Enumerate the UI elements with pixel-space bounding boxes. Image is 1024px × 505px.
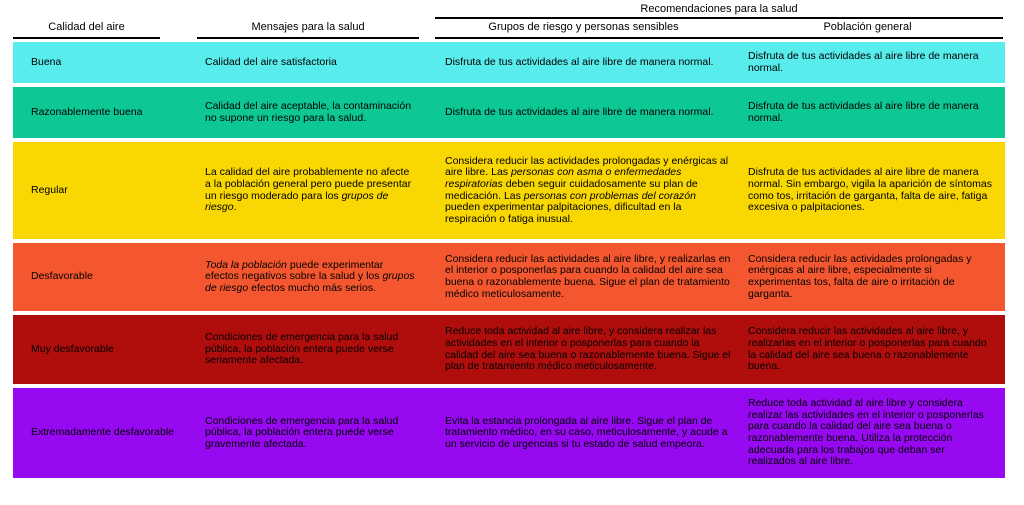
cell-air-quality-level: Muy desfavorable bbox=[31, 342, 114, 355]
header-risk-groups: Grupos de riesgo y personas sensibles bbox=[488, 21, 679, 33]
cell-health-message: Calidad del aire satisfactoria bbox=[205, 55, 337, 68]
cell-general-population-advice: Considera reducir las actividades prolongadas y enérgicas al aire libre, especialmente si experimentas tos, falta de aire o irritación de garganta. bbox=[748, 252, 972, 300]
cell-air-quality-level: Extremadamente desfavorable bbox=[31, 426, 174, 439]
cell-general-population-advice: Reduce toda actividad al aire libre y considera realizar las actividades en el interior o posponerlas para cuando la calidad del aire sea buena o razonablemente buena. Utiliza la protección adecuada para los trabajos que deban ser realizados al aire libre. bbox=[748, 397, 984, 468]
cell-general-population-advice: Disfruta de tus actividades al aire libre de manera normal. Sin embargo, vigila la aparición de síntomas como tos, irritación de garganta, falta de aire, fatiga excesiva o palpitaciones. bbox=[748, 166, 992, 214]
cell-risk-groups-advice: Disfruta de tus actividades al aire libre de manera normal. bbox=[445, 55, 714, 68]
cell-risk-groups-advice: Disfruta de tus actividades al aire libre de manera normal. bbox=[445, 105, 714, 118]
cell-air-quality-level: Razonablemente buena bbox=[31, 105, 143, 118]
header-recommendations-group: Recomendaciones para la salud bbox=[435, 2, 1003, 19]
header-messages: Mensajes para la salud bbox=[197, 20, 419, 39]
cell-air-quality-level: Desfavorable bbox=[31, 270, 93, 283]
table-row bbox=[13, 87, 1005, 138]
cell-air-quality-level: Regular bbox=[31, 183, 68, 196]
header-recommendations-subcolumns bbox=[435, 20, 1003, 39]
air-quality-table-body bbox=[13, 42, 1005, 482]
cell-risk-groups-advice: Reduce toda actividad al aire libre, y considera realizar las actividades en el interior o posponerlas para cuando la calidad del aire sea buena o razonablemente buena. Sigue el plan de tratamiento médico meticulosamente. bbox=[445, 325, 731, 373]
table-row bbox=[13, 142, 1005, 239]
table-row bbox=[13, 243, 1005, 311]
table-row bbox=[13, 42, 1005, 83]
cell-health-message: La calidad del aire probablemente no afecte a la población general pero puede presentar un riesgo moderado para los grupos de riesgo. bbox=[205, 166, 412, 214]
table-row bbox=[13, 315, 1005, 384]
cell-general-population-advice: Disfruta de tus actividades al aire libre de manera normal. bbox=[748, 49, 979, 74]
cell-risk-groups-advice: Considera reducir las actividades al aire libre, y realizarlas en el interior o posponerlas para cuando la calidad del aire sea buena o razonablemente buena. Sigue el plan de tratamiento médico meticulosamente. bbox=[445, 252, 731, 300]
header-air-quality: Calidad del aire bbox=[13, 20, 160, 39]
cell-health-message: Condiciones de emergencia para la salud pública, la población entera puede verse gravemente afectada. bbox=[205, 414, 399, 450]
cell-health-message: Calidad del aire aceptable, la contaminación no supone un riesgo para la salud. bbox=[205, 99, 412, 124]
cell-general-population-advice: Disfruta de tus actividades al aire libre de manera normal. bbox=[748, 99, 979, 124]
cell-risk-groups-advice: Considera reducir las actividades prolongadas y enérgicas al aire libre. Las personas con asma o enfermedades respiratorias deben seguir cuidadosamente su plan de medicación. Las personas con problemas del corazón pueden experimentar palpitaciones, dificultad en la respiración o fatiga inusual. bbox=[445, 154, 729, 225]
cell-general-population-advice: Considera reducir las actividades al aire libre, y realizarlas en el interior o posponerlas para cuando la calidad del aire sea buena o razonablemente buena. bbox=[748, 325, 987, 373]
header-general-population: Población general bbox=[823, 21, 912, 33]
table-header bbox=[0, 0, 1024, 42]
cell-risk-groups-advice: Evita la estancia prolongada al aire libre. Sigue el plan de tratamiento médico, en su caso, meticulosamente, y acude a un servicio de urgencias si tu estado de salud empeora. bbox=[445, 414, 728, 450]
table-row bbox=[13, 388, 1005, 478]
cell-health-message: Toda la población puede experimentar efectos negativos sobre la salud y los grupos de riesgo efectos mucho más serios. bbox=[205, 258, 415, 294]
cell-air-quality-level: Buena bbox=[31, 55, 62, 68]
cell-health-message: Condiciones de emergencia para la salud pública, la población entera puede verse seriamente afectada. bbox=[205, 331, 399, 367]
